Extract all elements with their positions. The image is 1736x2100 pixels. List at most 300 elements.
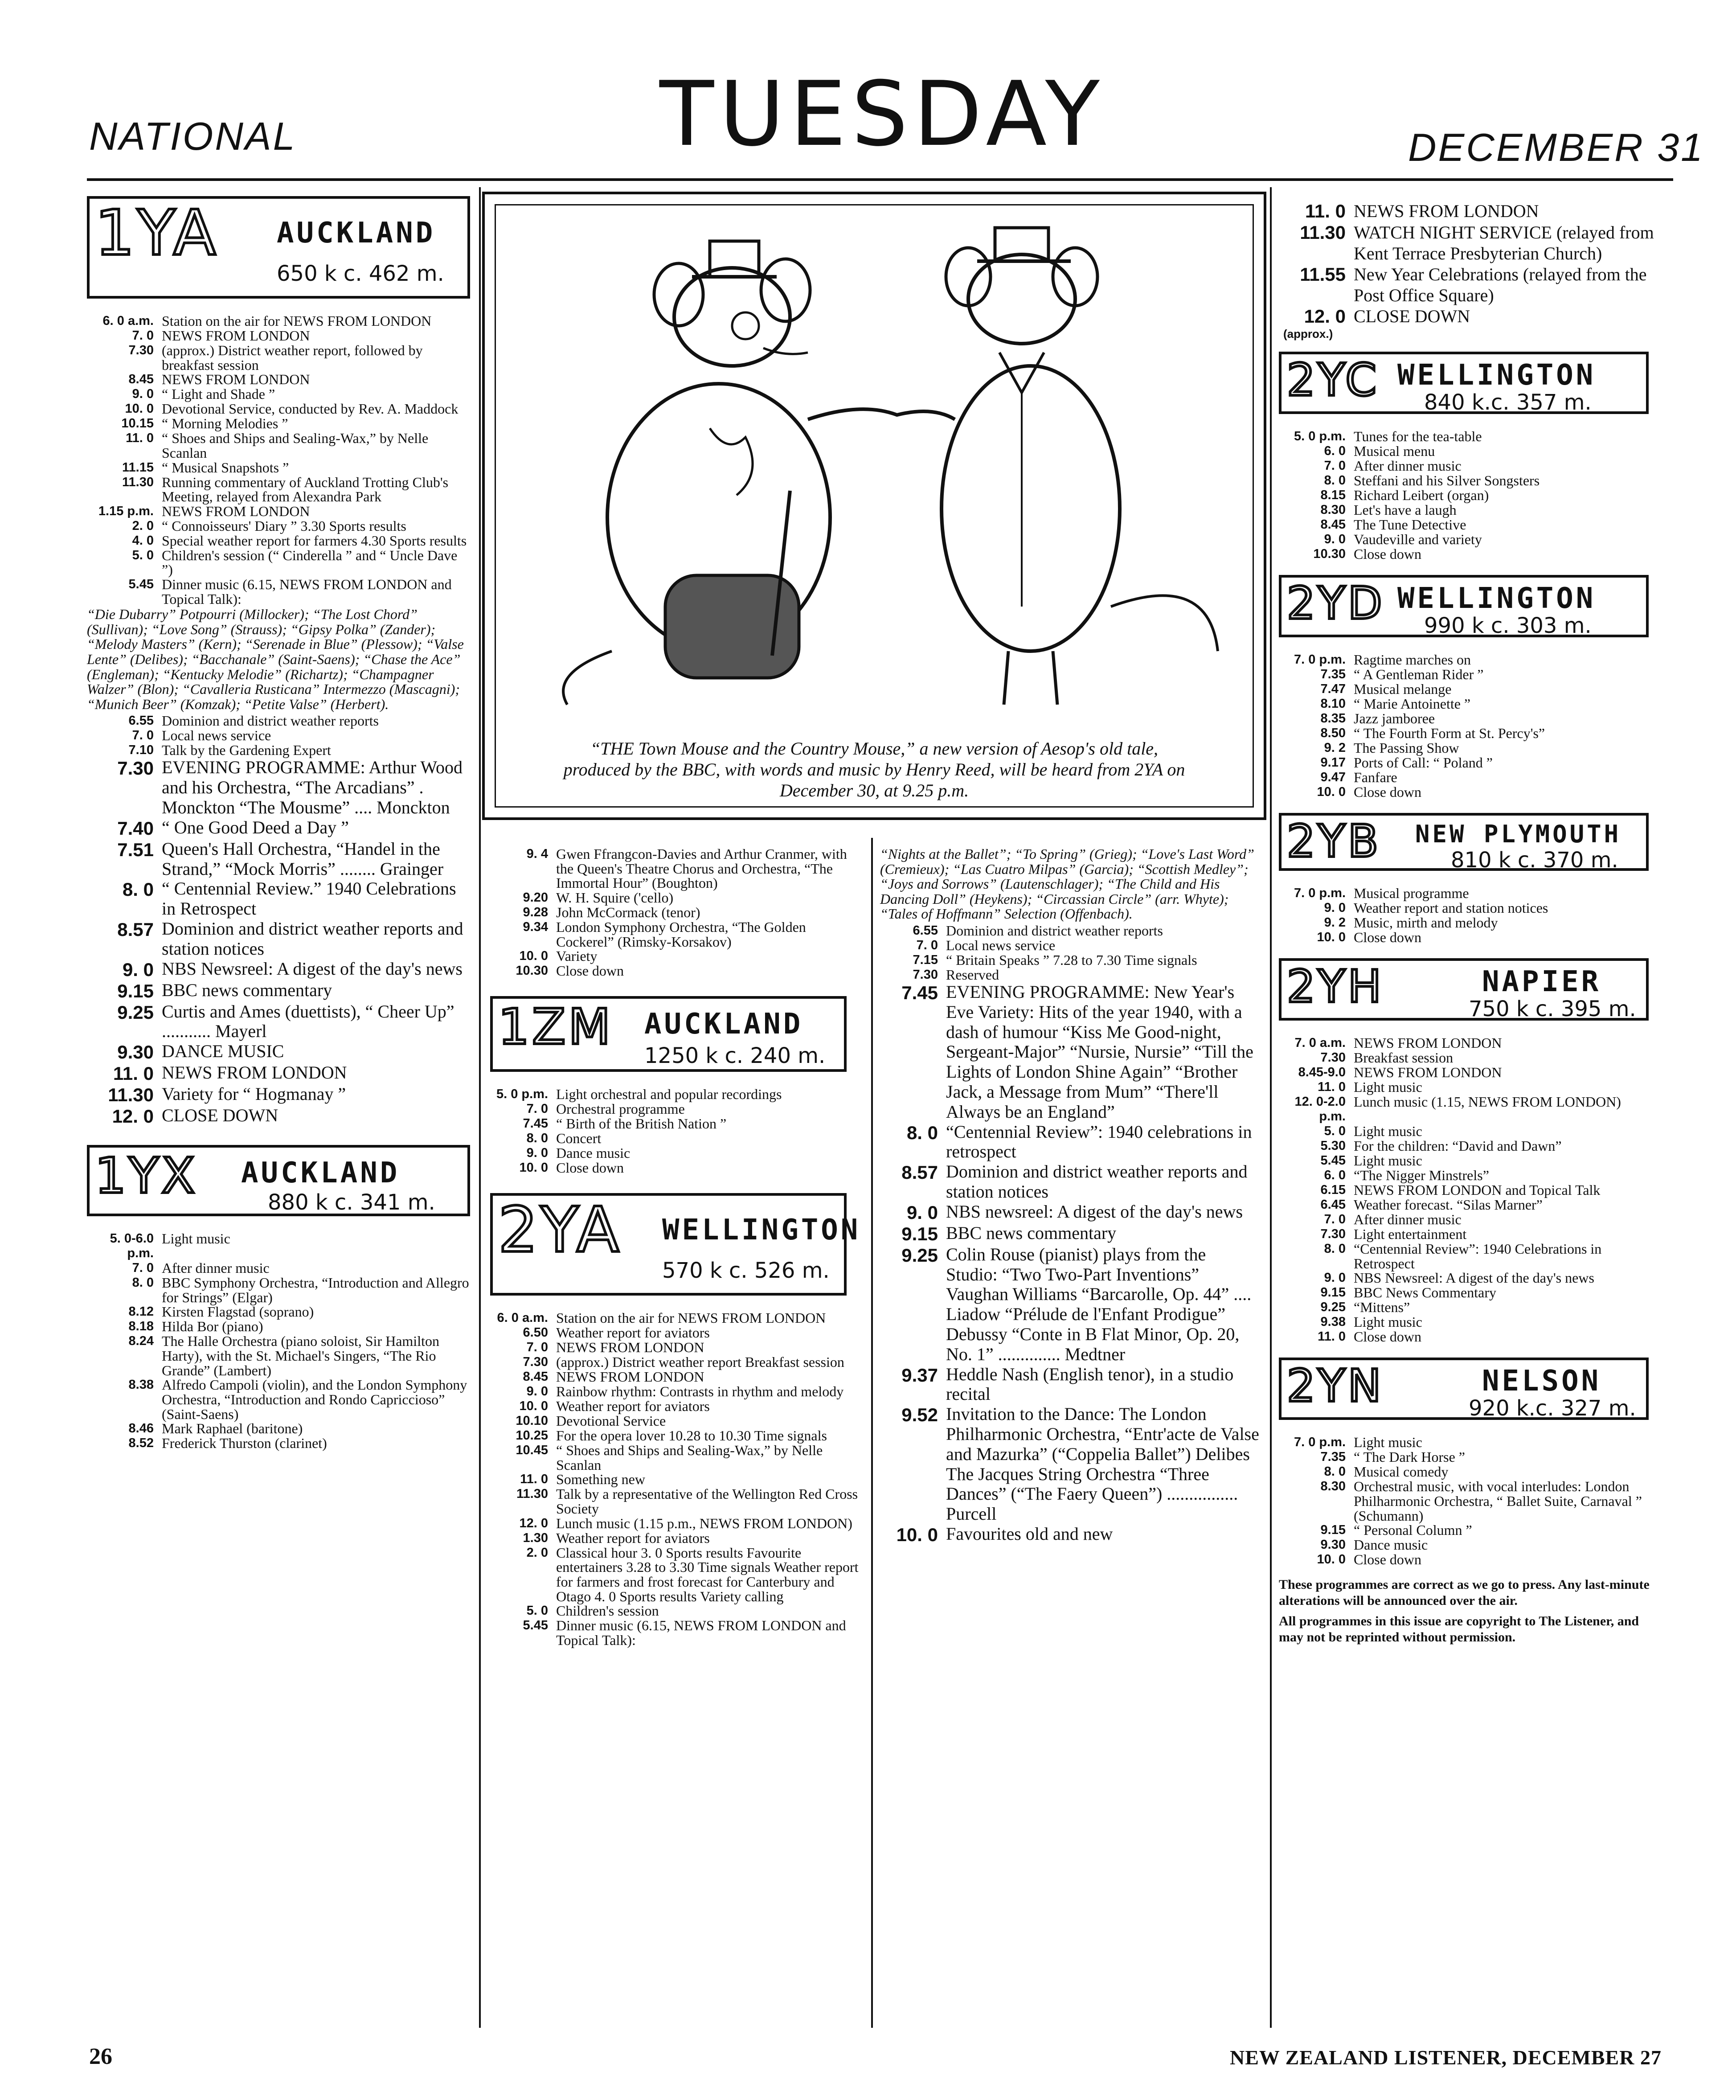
schedule-description: “ A Gentleman Rider ” (1354, 666, 1484, 682)
schedule-description: Close down (1354, 1329, 1421, 1345)
schedule-description: Children's session (556, 1603, 659, 1619)
station-frequency: 750 k c. 395 m. (1469, 997, 1636, 1021)
schedule-row (87, 387, 470, 402)
station-frequency: 840 k.c. 357 m. (1424, 390, 1592, 415)
schedule-description: Close down (1354, 1551, 1421, 1568)
schedule-time: 8.30 (1320, 1479, 1346, 1494)
schedule-row (87, 1436, 470, 1451)
schedule-description: Light music (1354, 1153, 1422, 1169)
schedule-description: Dominion and district weather reports (162, 713, 379, 729)
schedule-description: Weather report and station notices (1354, 900, 1548, 916)
station-city: AUCKLAND (241, 1157, 400, 1190)
column-3 (880, 847, 1261, 1546)
schedule-description: Orchestral programme (556, 1101, 685, 1117)
schedule-time: 7.40 (117, 817, 154, 839)
network-title: NATIONAL (89, 114, 297, 158)
schedule-row (1279, 264, 1662, 306)
schedule-row (1279, 1168, 1662, 1183)
schedule-time: 8.45 (523, 1370, 548, 1384)
schedule-description: Close down (1354, 929, 1421, 945)
schedule-description: Special weather report for farmers 4.30 Sports results (162, 532, 467, 549)
schedule-time: 8.10 (1320, 697, 1346, 711)
schedule-1ya-evening (87, 758, 470, 1127)
schedule-description: Lunch music (1.15, NEWS FROM LONDON) (1354, 1094, 1621, 1110)
schedule-time: 9.30 (1320, 1538, 1346, 1552)
schedule-row (1279, 1479, 1662, 1523)
schedule-time: 9. 0 (1324, 532, 1346, 546)
station-header-2yd (1279, 575, 1649, 637)
schedule-time: 7.30 (1320, 1050, 1346, 1065)
schedule-row (1279, 1080, 1662, 1095)
schedule-row (1279, 741, 1662, 755)
schedule-time: 10.25 (516, 1428, 548, 1443)
alterations-note: These programmes are correct as we go to press. Any last-minute alterations will be announced over the air. (1279, 1577, 1650, 1608)
schedule-description: Kirsten Flagstad (soprano) (162, 1304, 314, 1320)
schedule-row (490, 1325, 864, 1340)
schedule-row (87, 980, 470, 1002)
schedule-description: NBS Newsreel: A digest of the day's news (162, 958, 463, 979)
schedule-row (490, 1531, 864, 1546)
schedule-time: 9.28 (523, 905, 548, 919)
schedule-description: Variety for “ Hogmanay ” (162, 1084, 346, 1104)
schedule-description: Devotional Service, conducted by Rev. A. Maddock (162, 401, 459, 417)
schedule-row (490, 1428, 864, 1443)
schedule-description: Alfredo Campoli (violin), and the London Symphony Orchestra, “Introduction and Rondo Capriccioso” (Saint-Saens) (162, 1377, 467, 1422)
schedule-row (490, 1384, 864, 1399)
schedule-row (1279, 1552, 1662, 1567)
schedule-row (880, 968, 1261, 982)
station-call-sign: 2YB (1287, 815, 1381, 867)
schedule-description: Musical programme (1354, 885, 1469, 901)
schedule-row (87, 475, 470, 504)
schedule-description: Weather forecast. “Silas Marner” (1354, 1197, 1543, 1213)
schedule-2ya-evening-start (880, 923, 1261, 982)
schedule-row (87, 460, 470, 475)
schedule-row (1279, 901, 1662, 915)
schedule-description: “ Britain Speaks ” 7.28 to 7.30 Time signals (946, 952, 1197, 968)
schedule-description: Heddle Nash (English tenor), in a studio recital (946, 1364, 1234, 1404)
schedule-time: 9. 2 (1324, 915, 1346, 930)
schedule-row (1279, 1124, 1662, 1139)
schedule-description: Musical menu (1354, 443, 1435, 459)
schedule-time: 10. 0 (1317, 1552, 1346, 1567)
schedule-description: Concert (556, 1130, 602, 1147)
schedule-time: 10. 0 (519, 1399, 548, 1414)
schedule-description: BBC News Commentary (1354, 1284, 1496, 1301)
schedule-description: London Symphony Orchestra, “The Golden Cockerel” (Rimsky-Korsakov) (556, 919, 806, 950)
station-header-1zm (490, 996, 847, 1072)
schedule-time: 9. 0 (906, 1202, 938, 1223)
schedule-row (87, 728, 470, 743)
schedule-row (1279, 1285, 1662, 1300)
schedule-time: 5.30 (1320, 1139, 1346, 1153)
schedule-time: 5.45 (1320, 1153, 1346, 1168)
schedule-time: 7. 0 p.m. (1294, 1435, 1346, 1450)
schedule-description: Close down (1354, 784, 1421, 800)
schedule-description: Breakfast session (1354, 1050, 1453, 1066)
schedule-time: 9. 0 (526, 1384, 548, 1399)
station-city: NELSON (1482, 1365, 1601, 1398)
schedule-time: 11.15 (122, 460, 154, 475)
schedule-time: 10. 0 (125, 402, 154, 416)
schedule-1yx (87, 1231, 470, 1451)
schedule-row (87, 1261, 470, 1276)
schedule-row (87, 1378, 470, 1421)
schedule-description: For the children: “David and Dawn” (1354, 1138, 1562, 1154)
schedule-description: After dinner music (1354, 1211, 1462, 1227)
schedule-description: Dinner music (6.15, NEWS FROM LONDON and Topical Talk): (556, 1617, 846, 1648)
schedule-time: 8. 0 (1324, 473, 1346, 488)
station-header-1ya (87, 196, 470, 299)
schedule-time: 7. 0 (132, 728, 154, 743)
schedule-row (490, 1340, 864, 1355)
schedule-description: Frederick Thurston (clarinet) (162, 1435, 327, 1452)
schedule-row (1279, 306, 1662, 327)
column-divider-3 (1270, 187, 1272, 2028)
schedule-row (1279, 1212, 1662, 1227)
schedule-row (87, 959, 470, 980)
schedule-row (1279, 711, 1662, 726)
schedule-time: 7. 0 (526, 1340, 548, 1355)
schedule-row (87, 504, 470, 519)
schedule-time: 9.15 (117, 980, 154, 1001)
schedule-time: 10. 0 (1317, 785, 1346, 799)
schedule-row (1279, 1329, 1662, 1344)
schedule-time: 8. 0 (1324, 1464, 1346, 1479)
schedule-row (87, 919, 470, 959)
schedule-row (880, 1524, 1261, 1546)
schedule-row (1279, 1198, 1662, 1212)
schedule-row (87, 1042, 470, 1063)
schedule-time: 7.10 (128, 743, 154, 758)
schedule-description: The Passing Show (1354, 740, 1459, 756)
schedule-row (1279, 1036, 1662, 1050)
schedule-time: 6.50 (523, 1325, 548, 1340)
station-header-2yb (1279, 813, 1649, 871)
schedule-row (87, 1304, 470, 1319)
schedule-time: 7. 0 (1324, 459, 1346, 473)
schedule-row (87, 1063, 470, 1084)
schedule-description: Lunch music (1.15 p.m., NEWS FROM LONDON) (556, 1515, 852, 1531)
schedule-time: 11. 0 (126, 431, 154, 446)
schedule-description: NEWS FROM LONDON and Topical Talk (1354, 1182, 1601, 1198)
schedule-time: 5. 0-6.0 p.m. (110, 1231, 154, 1261)
schedule-row (1279, 1139, 1662, 1153)
station-header-2yn (1279, 1358, 1649, 1420)
schedule-row (87, 1421, 470, 1436)
schedule-description: “ Musical Snapshots ” (162, 459, 289, 476)
schedule-row (1279, 503, 1662, 517)
schedule-row (1279, 532, 1662, 547)
column-2 (490, 847, 864, 1647)
dinner-music-list: “Die Dubarry” Potpourri (Millocker); “The Lost Chord” (Sullivan); “Love Song” (Strauss); “Gipsy Polka” (Zander); “Melody Masters” (Kern); “Serenade in Blue” (Plessow); “Valse Lente” (Delibes); “Bacchanale” (Saint-Saens); “Chase the Ace” (Engleman); “Kentucky Melodie” (Richartz); “Champagner Walzer” (Blon); “Cavalleria Rusticana” Intermezzo (Mascagni); “Munich Beer” (Komzak); “Petite Valse” (Herbert). (87, 606, 464, 712)
schedule-description: Steffani and his Silver Songsters (1354, 472, 1540, 488)
schedule-time: 7.30 (1320, 1227, 1346, 1241)
schedule-row (1279, 1538, 1662, 1552)
schedule-description: Richard Leibert (organ) (1354, 487, 1489, 503)
schedule-description: Close down (556, 963, 624, 979)
schedule-description: NBS newsreel: A digest of the day's news (946, 1201, 1243, 1222)
schedule-description: Dinner music (6.15, NEWS FROM LONDON and Topical Talk): (162, 576, 452, 607)
schedule-row (880, 938, 1261, 953)
schedule-description: Fanfare (1354, 769, 1397, 785)
column-1 (87, 196, 470, 1451)
schedule-row (490, 1399, 864, 1414)
schedule-time: 6. 0 (1324, 1168, 1346, 1182)
schedule-description: For the opera lover 10.28 to 10.30 Time signals (556, 1427, 827, 1444)
schedule-description: Musical melange (1354, 681, 1452, 697)
schedule-time: 8. 0 (132, 1276, 154, 1290)
schedule-description: Close down (1354, 546, 1421, 562)
schedule-1zm (490, 1087, 864, 1175)
schedule-description: EVENING PROGRAMME: Arthur Wood and his Orchestra, “The Arcadians” . Monckton “The Mousme” .... Monckton (162, 757, 463, 817)
schedule-time: 9.25 (1320, 1300, 1346, 1315)
schedule-time: 7.47 (1320, 682, 1346, 696)
schedule-time: 8. 0 (1324, 1242, 1346, 1256)
schedule-description: Colin Rouse (pianist) plays from the Studio: “Two Two-Part Inventions” Vaughan Williams “Barcarolle, Op. 44” .... Liadow “Prélude de l'Enfant Prodigue” Debussy “Conte in B Flat Minor, Op. 20, No. 1” .............. Medtner (946, 1244, 1252, 1364)
schedule-description: Ports of Call: “ Poland ” (1354, 755, 1493, 771)
schedule-time: 9. 0 (1324, 1271, 1346, 1285)
schedule-description: CLOSE DOWN (162, 1105, 278, 1126)
schedule-row (1279, 886, 1662, 901)
schedule-time: 9.20 (523, 890, 548, 905)
schedule-time: 7.15 (913, 952, 938, 967)
schedule-row (1279, 726, 1662, 741)
schedule-time: 7. 0 a.m. (1294, 1036, 1346, 1050)
schedule-time: 9. 4 (526, 847, 548, 861)
schedule-description: Dominion and district weather reports and station notices (162, 918, 463, 959)
schedule-time: 5. 0 p.m. (1294, 429, 1346, 443)
schedule-description: Mark Raphael (baritone) (162, 1420, 303, 1437)
schedule-row (87, 743, 470, 758)
schedule-time: 6.15 (1320, 1183, 1346, 1197)
schedule-time: 11.30 (516, 1487, 548, 1501)
schedule-row (490, 964, 864, 978)
schedule-time: 8.46 (128, 1421, 154, 1436)
schedule-row (87, 431, 470, 460)
schedule-description: Something new (556, 1471, 645, 1488)
illustration-box (482, 192, 1266, 820)
copyright-note: All programmes in this issue are copyright to The Listener, and may not be reprinted without permission. (1279, 1614, 1639, 1645)
schedule-description: Light music (1354, 1123, 1422, 1139)
station-call-sign: 1YX (95, 1147, 198, 1205)
schedule-description: NEWS FROM LONDON (1354, 1064, 1502, 1080)
schedule-time: 10. 0 (519, 949, 548, 964)
station-header-2yh (1279, 958, 1649, 1021)
schedule-row (490, 1087, 864, 1102)
schedule-time: 7.45 (523, 1116, 548, 1131)
schedule-description: BBC news commentary (946, 1222, 1117, 1243)
schedule-time: 9. 0 (526, 1146, 548, 1161)
schedule-time: 9.38 (1320, 1315, 1346, 1329)
schedule-time: 9. 0 (122, 959, 154, 980)
schedule-row (1279, 667, 1662, 682)
schedule-row (1279, 785, 1662, 800)
schedule-time: 10. 0 (896, 1524, 938, 1545)
schedule-time: 8. 0 (122, 879, 154, 900)
schedule-time: 6. 0 a.m. (102, 314, 154, 328)
schedule-description: “ The Fourth Form at St. Percy's” (1354, 725, 1545, 741)
schedule-description: BBC Symphony Orchestra, “Introduction and Allegro for Strings” (Elgar) (162, 1275, 469, 1305)
schedule-row (87, 343, 470, 372)
schedule-row (87, 879, 470, 919)
schedule-row (1279, 1095, 1662, 1124)
schedule-time: 11.55 (1300, 264, 1346, 285)
schedule-row (1279, 682, 1662, 697)
schedule-row (1279, 1315, 1662, 1329)
column-divider-1 (479, 187, 481, 2028)
schedule-row (1279, 755, 1662, 770)
schedule-time: 10. 0 (519, 1161, 548, 1175)
schedule-time: 8. 0 (526, 1131, 548, 1146)
schedule-row (490, 847, 864, 890)
schedule-time: 11. 0 (1305, 201, 1346, 221)
schedule-description: Local news service (162, 727, 271, 744)
schedule-time: 10.15 (121, 416, 154, 431)
schedule-time: 7. 0 (1324, 1212, 1346, 1226)
schedule-row (87, 548, 470, 577)
schedule-time: 8.50 (1320, 726, 1346, 740)
schedule-description: Variety (556, 948, 598, 964)
schedule-description: Light orchestral and popular recordings (556, 1086, 782, 1103)
schedule-row (87, 328, 470, 343)
schedule-time: 9.17 (1320, 755, 1346, 770)
mice-cartoon-image (496, 205, 1253, 718)
schedule-time: 11. 0 (1318, 1080, 1346, 1094)
station-frequency: 920 k.c. 327 m. (1469, 1396, 1636, 1421)
schedule-row (1279, 930, 1662, 945)
date-title: DECEMBER 31 (1408, 125, 1705, 169)
station-city: WELLINGTON (662, 1214, 861, 1247)
schedule-time: 1.15 p.m. (98, 504, 154, 518)
schedule-row (880, 953, 1261, 968)
schedule-description: Rainbow rhythm: Contrasts in rhythm and melody (556, 1383, 844, 1400)
schedule-time: 7. 0 (916, 938, 938, 952)
schedule-time: 9.15 (1320, 1523, 1346, 1538)
schedule-description: “ Birth of the British Nation ” (556, 1116, 727, 1132)
schedule-time: 8.18 (128, 1319, 154, 1334)
station-call-sign: 1YA (95, 197, 219, 270)
schedule-time: 9.34 (523, 919, 548, 934)
station-city: AUCKLAND (644, 1008, 803, 1041)
top-rule (87, 178, 1673, 181)
station-frequency: 990 k c. 303 m. (1424, 613, 1592, 638)
schedule-description: Weather report for aviators (556, 1398, 710, 1415)
schedule-row (880, 923, 1261, 938)
schedule-time: 11. 0 (1318, 1329, 1346, 1344)
schedule-time: 12. 0-2.0 p.m. (1294, 1095, 1346, 1124)
schedule-time: 8.57 (117, 919, 154, 940)
schedule-time: 8.45 (1320, 517, 1346, 532)
schedule-row (87, 519, 470, 533)
schedule-time: 6.45 (1320, 1198, 1346, 1212)
station-header-1yx (87, 1145, 470, 1216)
schedule-time: 8.57 (901, 1162, 938, 1183)
schedule-description: Hilda Bor (piano) (162, 1318, 263, 1335)
schedule-description: Classical hour 3. 0 Sports results Favourite entertainers 3.28 to 3.30 Time signals Weather report for farmers and frost forecast for Canterbury and Otago 4. 0 Sports results Variety calling (556, 1544, 859, 1604)
schedule-1ya-evening-start (87, 714, 470, 758)
schedule-row (1279, 1435, 1662, 1450)
schedule-row (1279, 488, 1662, 503)
schedule-time: 9.15 (1320, 1285, 1346, 1300)
schedule-row (1279, 1271, 1662, 1285)
schedule-description: Reserved (946, 966, 999, 983)
schedule-description: Invitation to the Dance: The London Philharmonic Orchestra, “Entr'acte de Valse and Mazurka” (“Coppelia Ballet”) Delibes The Jacques String Orchestra “Three Dances” (“The Faery Queen”) ................ Purcell (946, 1404, 1259, 1524)
schedule-row (1279, 1450, 1662, 1464)
schedule-time: 8.45-9.0 (1298, 1065, 1346, 1079)
schedule-description: Light entertainment (1354, 1226, 1467, 1242)
schedule-description: “ Centennial Review.” 1940 Celebrations in Retrospect (162, 878, 456, 919)
station-city: NEW PLYMOUTH (1415, 820, 1621, 848)
column-4 (1279, 201, 1662, 1645)
schedule-description: NEWS FROM LONDON (162, 1062, 347, 1083)
schedule-time: 8.35 (1320, 711, 1346, 726)
schedule-time: 9.37 (901, 1364, 938, 1386)
schedule-description: “ Shoes and Ships and Sealing-Wax,” by Nelle Scanlan (162, 430, 429, 461)
station-header-2yc (1279, 352, 1649, 414)
schedule-time: 9.52 (901, 1404, 938, 1426)
station-frequency: 570 k c. 526 m. (662, 1258, 830, 1284)
schedule-time: 5.45 (523, 1618, 548, 1633)
schedule-time: 10.30 (1313, 547, 1346, 561)
schedule-row (1279, 697, 1662, 711)
schedule-description: Let's have a laugh (1354, 502, 1457, 518)
publication-footer: NEW ZEALAND LISTENER, DECEMBER 27 (1230, 2046, 1662, 2069)
schedule-time: 7. 0 p.m. (1294, 886, 1346, 900)
schedule-time: 5.45 (128, 577, 154, 591)
schedule-time: 7.45 (901, 982, 938, 1003)
schedule-description: Music, mirth and melody (1354, 915, 1498, 931)
schedule-time: 12. 0 (1304, 306, 1346, 327)
schedule-time: 9.25 (117, 1001, 154, 1023)
schedule-description: John McCormack (tenor) (556, 904, 700, 920)
schedule-time: 6. 0 (1324, 444, 1346, 458)
schedule-description: Gwen Ffrangcon-Davies and Arthur Cranmer, with the Queen's Theatre Chorus and Orchestra, “The Immortal Hour” (Boughton) (556, 846, 847, 891)
schedule-row (490, 1116, 864, 1131)
schedule-description: NEWS FROM LONDON (1354, 1035, 1502, 1051)
schedule-time: 8.12 (128, 1304, 154, 1319)
schedule-description: “ Shoes and Ships and Sealing-Wax,” by Nelle Scanlan (556, 1442, 823, 1473)
schedule-description: WATCH NIGHT SERVICE (relayed from Kent Terrace Presbyterian Church) (1354, 222, 1654, 263)
schedule-time: 8.24 (128, 1334, 154, 1349)
schedule-row (490, 949, 864, 964)
schedule-description: “ One Good Deed a Day ” (162, 817, 349, 837)
schedule-description: Weather report for aviators (556, 1530, 710, 1546)
schedule-description: Light music (1354, 1314, 1422, 1330)
schedule-time: 9. 0 (132, 387, 154, 402)
schedule-description: Light music (162, 1230, 230, 1247)
schedule-row (1279, 1464, 1662, 1479)
schedule-row (87, 818, 470, 839)
schedule-description: The Halle Orchestra (piano soloist, Sir Hamilton Harty), with the St. Michael's Singers, “The Rio Grande” (Lambert) (162, 1333, 439, 1378)
schedule-time: 11. 0 (520, 1472, 548, 1487)
schedule-row (87, 533, 470, 548)
station-city: AUCKLAND (277, 217, 436, 250)
schedule-1yx-continued (490, 847, 864, 978)
schedule-row (880, 1245, 1261, 1365)
schedule-time: 8.45 (128, 372, 154, 387)
schedule-description: EVENING PROGRAMME: New Year's Eve Variety: Hits of the year 1940, with a dash of humour “Kiss Me Good-night, Sergeant-Major” “Nursie, Nursie” “Till the Lights of London Shine Again” “Brother Jack, a Message from Mum” “There'll Always be an England” (946, 981, 1253, 1122)
schedule-row (87, 402, 470, 416)
station-frequency: 880 k c. 341 m. (268, 1190, 435, 1215)
schedule-description: DANCE MUSIC (162, 1041, 284, 1062)
illustration-caption: “THE Town Mouse and the Country Mouse,” a new version of Aesop's old tale, produced by the BBC, with words and music by Henry Reed, will be heard from 2YA on December 30, at 9.25 p.m. (563, 738, 1185, 801)
schedule-row (880, 1404, 1261, 1524)
schedule-description: New Year Celebrations (relayed from the Post Office Square) (1354, 264, 1647, 305)
schedule-time: 8.52 (128, 1436, 154, 1451)
schedule-time: 8.38 (128, 1378, 154, 1392)
schedule-time: 5. 0 (132, 548, 154, 562)
